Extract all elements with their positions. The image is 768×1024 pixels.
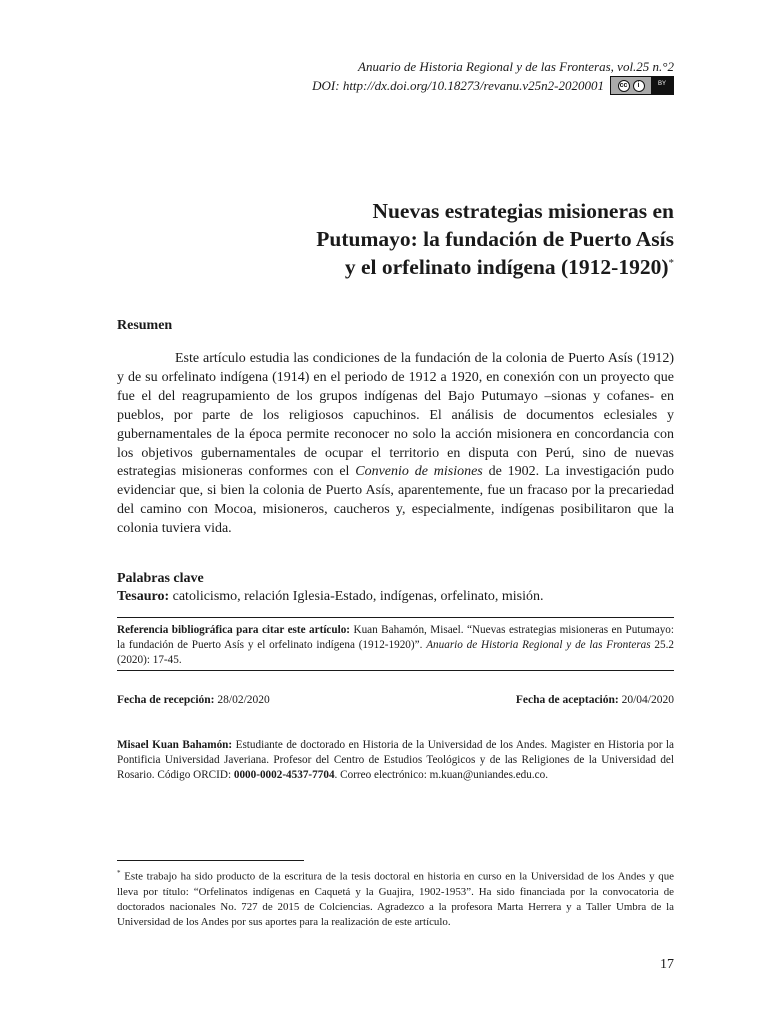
abstract-text-2: de 1902. La investigación pudo evidenciar que, si bien la colonia de Puerto Asís, aparentemente, fue un fracaso por la precariedad del camino con Mocoa, misioneros, caucheros y, especialmente, indígenas posibilitaron que la colonia tuviera vida. <box>117 464 674 537</box>
citation-end: 25.2 (2020): 17-45. <box>117 639 674 667</box>
running-header <box>312 58 674 95</box>
received-date <box>117 694 270 706</box>
page-number: 17 <box>660 957 674 972</box>
keywords-label: Tesauro: <box>117 589 170 604</box>
author-name: Misael Kuan Bahamón: <box>117 739 233 751</box>
footnote-mark: * <box>117 869 121 877</box>
title-line-3: y el orfelinato indígena (1912-1920) <box>344 255 669 279</box>
citation-text: Kuan Bahamón, Misael. “Nuevas estrategias misioneras en Putumayo: la fundación de Puerto Asís y el orfelinato indígena (1912-1920)”. <box>117 624 675 652</box>
cc-icon: cc <box>618 80 630 92</box>
title-line-2: Putumayo: la fundación de Puerto Asís <box>316 227 674 251</box>
cc-by-icon[interactable] <box>610 76 674 95</box>
author-bio-text: Estudiante de doctorado en Historia de la Universidad de los Andes. Magister en Historia por la Pontificia Universidad Javeriana. Profesor del Centro de Estudios Teológicos y de las Religiones de la Universidad del Rosario. Código ORCID: <box>117 739 674 782</box>
footnote-rule <box>117 860 304 861</box>
accepted-date <box>516 694 674 706</box>
accepted-label: Fecha de aceptación: <box>515 694 619 706</box>
abstract-text-1: Este artículo estudia las condiciones de la fundación de la colonia de Puerto Asís (1912) y de su orfelinato indígena (1914) en el periodo de 1912 a 1920, en conexión con un proyecto que fue el del reagrupamiento de los grupos indígenas del Bajo Putumayo –sionas y cofanes- en pueblos, por parte de los religiosos capuchinos. El análisis de documentos eclesiales y gubernamentales de la época permite reconocer no solo la acción misionera en concordancia con los objetivos gubernamentales de ocupar el territorio en disputa con Perú, sino de nuevas estrategias misioneras conformes con el <box>117 351 674 480</box>
author-orcid[interactable]: 0000-0002-4537-7704 <box>233 769 335 782</box>
cc-by-label: BY <box>651 77 673 94</box>
citation-label: Referencia bibliográfica para citar este artículo: <box>117 624 351 636</box>
cc-badge-left <box>611 77 651 94</box>
doi-link[interactable]: DOI: http://dx.doi.org/10.18273/revanu.v25n2-2020001 <box>312 77 604 93</box>
keywords-block <box>117 570 674 606</box>
title-footnote-mark[interactable]: * <box>668 257 674 269</box>
received-label: Fecha de recepción: <box>117 694 215 706</box>
abstract-paragraph <box>117 350 674 539</box>
footnote-text: Este trabajo ha sido producto de la escritura de la tesis doctoral en historia en curso en la Universidad de los Andes y que lleva por título: “Orfelinatos indígenas en Caquetá y la Guajira, 1902-1953”. Ha sido financiada por la convocatoria de doctorados nacionales No. 727 de 2015 de Colciencias. Agradezco a la profesora Marta Herrera y a Taller Umbra de la Universidad de los Andes por sus aportes para la realización de este artículo. <box>117 870 674 928</box>
dates-row <box>117 694 674 706</box>
attribution-icon: i <box>633 80 645 92</box>
received-value: 28/02/2020 <box>217 694 270 706</box>
journal-line: Anuario de Historia Regional y de las Fronteras, vol.25 n.°2 <box>358 59 674 74</box>
citation-bottom-rule <box>117 670 674 671</box>
resumen-heading: Resumen <box>117 318 173 333</box>
accepted-value: 20/04/2020 <box>621 694 674 706</box>
citation-journal: Anuario de Historia Regional y de las Fronteras <box>426 639 651 652</box>
article-title <box>194 197 674 281</box>
author-bio-email: . Correo electrónico: m.kuan@uniandes.edu.co. <box>334 769 549 782</box>
citation-block <box>117 623 674 669</box>
keywords-heading: Palabras clave <box>117 571 204 586</box>
citation-top-rule <box>117 617 674 618</box>
doi-row <box>312 76 674 95</box>
abstract-italic: Convenio de misiones <box>355 464 483 480</box>
keywords-text: catolicismo, relación Iglesia-Estado, indígenas, orfelinato, misión. <box>172 589 544 604</box>
author-bio <box>117 738 674 784</box>
footnote <box>117 866 674 930</box>
title-line-1: Nuevas estrategias misioneras en <box>372 199 674 223</box>
